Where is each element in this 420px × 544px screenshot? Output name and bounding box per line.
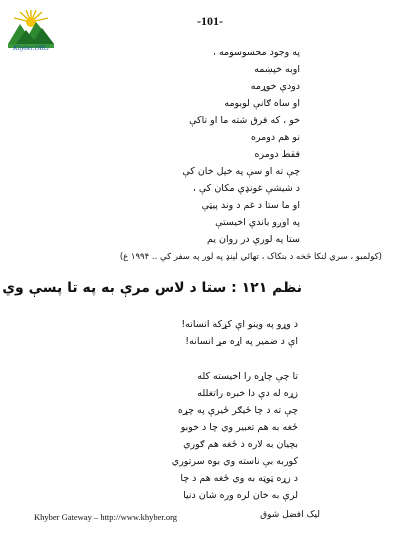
poem-line: کوربه بې ناسته وي بوه سرتوري <box>171 456 298 467</box>
poem-line: تا چې چاړه را اخيسته کله <box>197 371 298 382</box>
logo-text: Khyber.ORG <box>13 44 49 52</box>
page-number: -101- <box>197 14 223 28</box>
poem-line: د شيشې غونډې مکان کې ، <box>192 183 300 194</box>
couplet <box>98 316 298 350</box>
citation: (کولمبو ، سري لنکا څخه د بنکاک ، تهائي لېنډ په لور په سفر کې .. ۱۹۹۴ ع) <box>119 252 382 262</box>
poem-line: د وړو په وينو اې کړکه انسانه! <box>181 319 298 330</box>
stanza <box>98 368 298 504</box>
poem-line: چې ته د چا ځيګر ځيرې په چړه <box>177 405 298 416</box>
poem-line: نو هم دومره <box>250 132 300 143</box>
footer-author: ليک افضل شوق <box>260 510 320 520</box>
poem-line: زړه له دې دا خبره راتغلله <box>197 388 298 399</box>
poem-line: په وجود محسوسومه ، <box>212 47 300 58</box>
poem-line: ځغه به هم تعبير وي چا د خوبو <box>180 422 298 433</box>
poem-line: بچيان به لاره د ځغه هم ګوري <box>183 439 298 450</box>
poem-line: اوبه خپښمه <box>254 64 300 75</box>
poem-line: فقط دومره <box>254 149 300 160</box>
poem-heading: نظم ۱۲۱ : ستا د لاس مرې به په تا پسې وي <box>2 280 302 296</box>
poem-line: په اوږو باندې اخيستې <box>215 217 300 228</box>
poem-top <box>50 44 300 248</box>
footer-website: Khyber Gateway – http://www.khyber.org <box>34 512 178 522</box>
poem-line: او ساه ګانې لوبومه <box>224 98 300 109</box>
poem-line: لرې به خان لره وره شان دنيا <box>183 490 298 501</box>
poem-line: خو ، که فرق شته ما او تاکې <box>189 115 300 126</box>
poem-line: او ما ستا د غم د وند پيټې <box>201 200 300 211</box>
poem-line: دودې خوړمه <box>250 81 300 92</box>
poem-line: ستا په لورې در روان يم <box>207 234 300 245</box>
poem-line: چې ته او سې په خپل خان کې <box>182 166 300 177</box>
poem-line: اې د ضمير په اړه مړ انسانه! <box>185 336 298 347</box>
poem-line: د زړه ټوټه به وي ځغه هم د چا <box>180 473 298 484</box>
